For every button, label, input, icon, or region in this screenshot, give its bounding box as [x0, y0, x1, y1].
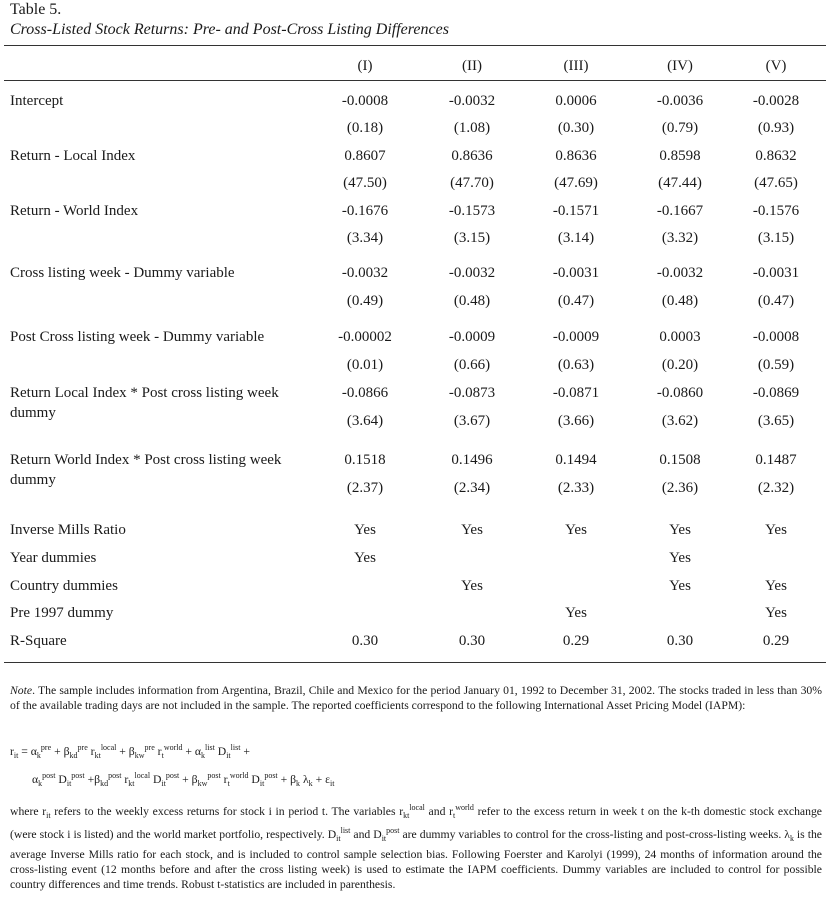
table-cell: 0.8636	[451, 148, 493, 164]
table-cell: (3.14)	[557, 230, 595, 246]
table-cell: (0.01)	[346, 357, 384, 373]
table-cell: Yes	[765, 522, 787, 538]
table-cell: (0.93)	[757, 120, 795, 136]
where-text-1: where r	[10, 804, 47, 818]
table-cell: -0.1667	[656, 203, 704, 219]
table-cell: 0.8607	[344, 148, 386, 164]
row-label: Pre 1997 dummy	[10, 605, 114, 621]
table-cell: 0.0003	[659, 329, 701, 345]
table-cell: -0.0031	[552, 265, 600, 281]
table-cell: (3.65)	[757, 413, 795, 429]
table-cell: -0.0871	[552, 385, 600, 401]
table-cell: 0.30	[458, 633, 486, 649]
table-cell: -0.1573	[448, 203, 496, 219]
table-cell: (47.44)	[658, 175, 702, 191]
column-header: (IV)	[667, 58, 693, 74]
table-cell: 0.30	[351, 633, 379, 649]
table-cell: -0.0032	[448, 265, 496, 281]
row-label: Year dummies	[10, 550, 97, 566]
table-cell: 0.1508	[659, 452, 701, 468]
where-text-5: and D	[350, 828, 382, 842]
table-cell: -0.0860	[656, 385, 704, 401]
column-header: (V)	[765, 58, 787, 74]
table-cell: 0.8598	[659, 148, 701, 164]
table-cell: -0.0866	[341, 385, 389, 401]
where-text-6: are dummy variables to control for the cross-listing and post-cross-listing weeks. λ	[399, 828, 790, 842]
column-header: (I)	[357, 58, 373, 74]
iapm-equation-line-1: $r_{it} = \alpha_k^{pre} + \beta_{kd}^{pre}$ $r_{kt}^{local} + \beta_{kw}^{pre}$ $r_t^{world} + \alpha_k^{list}$ $D_{it}^{list}$ +	[10, 743, 250, 761]
table-cell: 0.8636	[555, 148, 597, 164]
table-cell: (0.48)	[661, 293, 699, 309]
table-cell: (0.47)	[557, 293, 595, 309]
table-cell: (2.36)	[661, 480, 699, 496]
note-label: Note	[10, 684, 33, 697]
table-title: Cross-Listed Stock Returns: Pre- and Post-Cross Listing Differences	[10, 21, 449, 38]
note-where: where $r_{it}$ refers to the weekly excess returns for stock i in period t. The variables $r_{kt}^{local}$ and $r_t^{world}$ refer to the excess return in week t on the k-th domestic stock exchange (were stock i is listed) and the world market portfolio, respectively. $D_{it}^{list}$ and $D_{it}^{post}$ are dummy variables to control for the cross-listing and post-cross-listing weeks. $\lambda_k$ is the average Inverse Mills ratio for each stock, and is included to control sample selection bias. Following Foerster and Karolyi (1999), 24 months of information around the cross-listing event (12 months before and after the cross listing week) is used to estimate the IAPM coefficients. Dummy variables are included to control for possible country differences and time trends. Robust t-statistics are included in parenthesis.	[10, 803, 822, 892]
table-cell: Yes	[765, 605, 787, 621]
row-label: Return World Index * Post cross listing week dummy	[10, 452, 282, 488]
row-label: Country dummies	[10, 578, 118, 594]
where-text-7: is the average Inverse Mills ratio for each stock, and is included to control sample selection bias. Following Foerster and Karolyi (1999), 24 months of information around the cross-listing event (12 months before and after the cross listing week) is used to estimate the IAPM coefficients. Dummy variables are included to control for possible country differences and time trends. Robust t-statistics are included in parenthesis.	[10, 828, 822, 892]
row-label: Cross listing week - Dummy variable	[10, 265, 235, 281]
table-cell: Yes	[669, 550, 691, 566]
where-text-4: refer to the excess return in week t on the k-th domestic stock exchange (were stock i is listed) and the world market portfolio, respectively. D	[10, 804, 822, 842]
table-cell: (2.37)	[346, 480, 384, 496]
row-label: Return Local Index * Post cross listing week dummy	[10, 385, 279, 421]
table-cell: (3.67)	[453, 413, 491, 429]
table-cell: (3.64)	[346, 413, 384, 429]
table-cell: (2.33)	[557, 480, 595, 496]
table-cell: 0.0006	[555, 93, 597, 109]
bottom-rule	[4, 662, 826, 663]
table-cell: -0.0036	[656, 93, 704, 109]
table-cell: 0.29	[762, 633, 790, 649]
iapm-equation-line-2: $\alpha_k^{post}$ $D_{it}^{post} +\beta_{kd}^{post}$ $r_{kt}^{local}$ $D_{it}^{post} + \beta_{kw}^{post}$ $r_t^{world}$ $D_{it}^{post} + \beta_k$ $\lambda_k + \varepsilon_{it}$	[32, 771, 335, 789]
row-label: Return - Local Index	[10, 148, 136, 164]
table-cell: (47.65)	[754, 175, 798, 191]
table-cell: 0.1494	[555, 452, 597, 468]
header-rule	[4, 80, 826, 81]
row-label: Intercept	[10, 93, 64, 109]
where-text-3: and r	[424, 804, 453, 818]
table-cell: Yes	[765, 578, 787, 594]
table-cell: (1.08)	[453, 120, 491, 136]
row-label: Return - World Index	[10, 203, 139, 219]
table-cell: -0.0032	[656, 265, 704, 281]
table-cell: 0.29	[562, 633, 590, 649]
table-cell: Yes	[354, 550, 376, 566]
table-cell: (0.49)	[346, 293, 384, 309]
table-cell: Yes	[565, 605, 587, 621]
table-cell: (3.62)	[661, 413, 699, 429]
table-cell: (47.50)	[343, 175, 387, 191]
table-cell: (3.15)	[757, 230, 795, 246]
table-cell: (47.69)	[554, 175, 598, 191]
note-intro-text: . The sample includes information from Argentina, Brazil, Chile and Mexico for the period January 01, 1992 to December 31, 2002. The stocks traded in less than 30% of the available trading days are not included in the sample. The reported coefficients correspond to the following International Asset Pricing Model (IAPM):	[10, 684, 822, 713]
table-cell: -0.00002	[338, 329, 392, 345]
table-cell: (0.48)	[453, 293, 491, 309]
table-cell: (0.18)	[346, 120, 384, 136]
table-cell: -0.1571	[552, 203, 600, 219]
table-cell: -0.0008	[341, 93, 389, 109]
table-cell: 0.30	[666, 633, 694, 649]
table-cell: -0.0031	[752, 265, 800, 281]
table-cell: -0.1676	[341, 203, 389, 219]
table-cell: (3.66)	[557, 413, 595, 429]
table-cell: (2.34)	[453, 480, 491, 496]
table-cell: Yes	[354, 522, 376, 538]
row-label: R-Square	[10, 633, 67, 649]
table-cell: (47.70)	[450, 175, 494, 191]
table-cell: 0.8632	[755, 148, 797, 164]
table-cell: -0.1576	[752, 203, 800, 219]
table-cell: Yes	[669, 578, 691, 594]
table-cell: (0.66)	[453, 357, 491, 373]
table-cell: Yes	[669, 522, 691, 538]
table-cell: (3.15)	[453, 230, 491, 246]
table-cell: (0.20)	[661, 357, 699, 373]
column-header: (II)	[462, 58, 482, 74]
table-number: Table 5.	[10, 1, 62, 18]
table-cell: (0.59)	[757, 357, 795, 373]
table-cell: 0.1518	[344, 452, 386, 468]
note-intro	[10, 683, 822, 713]
row-label: Post Cross listing week - Dummy variable	[10, 329, 265, 345]
table-cell: (0.30)	[557, 120, 595, 136]
column-header: (III)	[563, 58, 589, 74]
table-cell: -0.0869	[752, 385, 800, 401]
table-cell: Yes	[461, 522, 483, 538]
table-cell: -0.0032	[341, 265, 389, 281]
table-cell: -0.0032	[448, 93, 496, 109]
table-cell: (0.47)	[757, 293, 795, 309]
table-cell: 0.1487	[755, 452, 797, 468]
table-cell: -0.0008	[752, 329, 800, 345]
table-cell: -0.0873	[448, 385, 496, 401]
table-cell: (3.34)	[346, 230, 384, 246]
table-cell: Yes	[565, 522, 587, 538]
table-cell: -0.0009	[448, 329, 496, 345]
table-cell: Yes	[461, 578, 483, 594]
top-rule	[4, 45, 826, 46]
table-cell: (0.63)	[557, 357, 595, 373]
table-cell: (3.32)	[661, 230, 699, 246]
table-cell: (2.32)	[757, 480, 795, 496]
table-cell: 0.1496	[451, 452, 493, 468]
where-text-2: refers to the weekly excess returns for stock i in period t. The variables r	[50, 804, 404, 818]
row-label: Inverse Mills Ratio	[10, 522, 126, 538]
table-cell: -0.0028	[752, 93, 800, 109]
table-cell: -0.0009	[552, 329, 600, 345]
table-cell: (0.79)	[661, 120, 699, 136]
